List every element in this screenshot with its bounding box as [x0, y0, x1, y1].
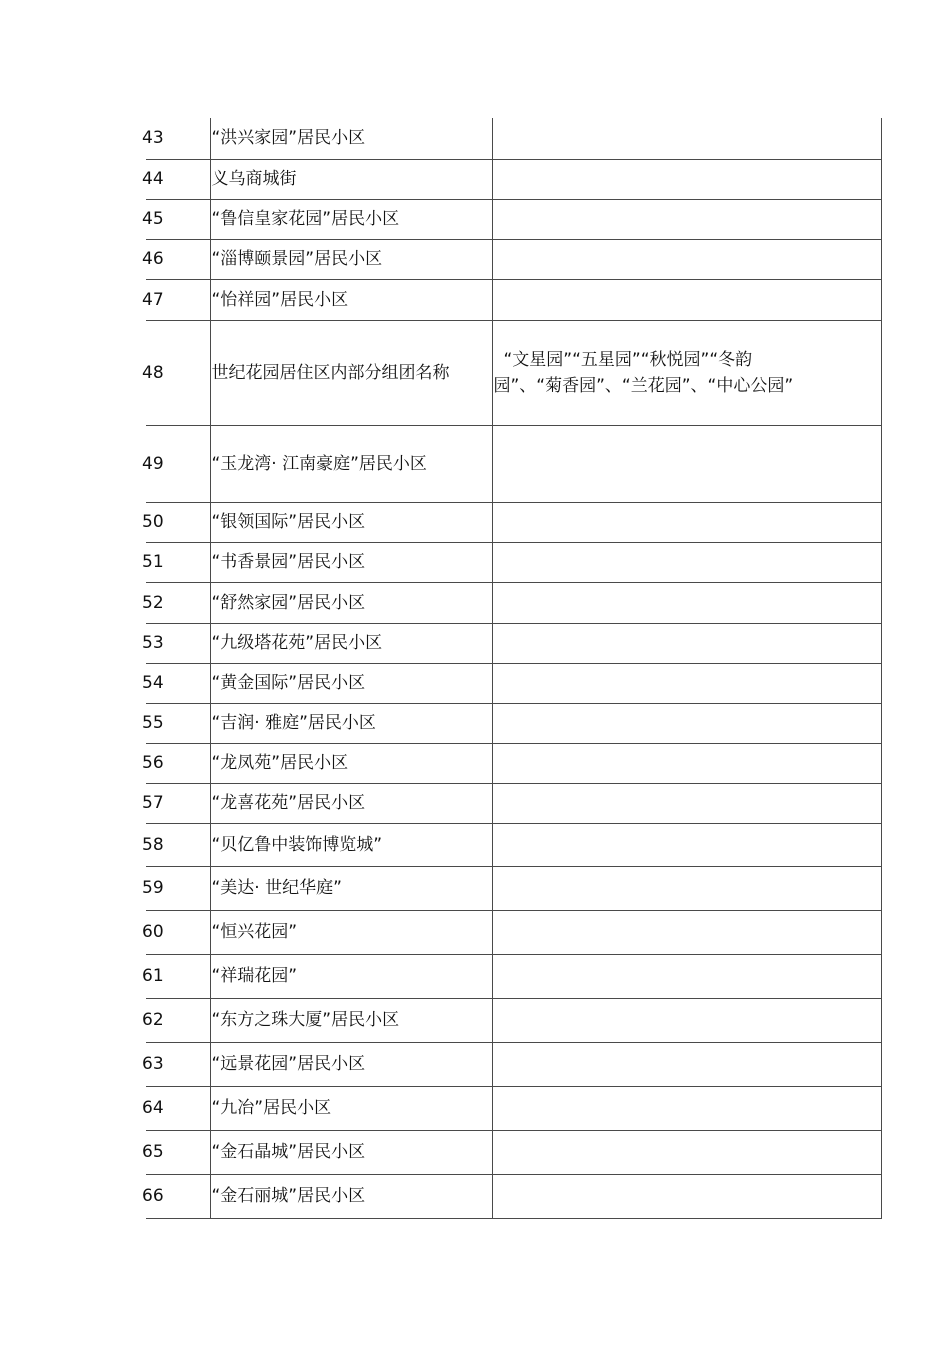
- row-name: “九冶”居民小区: [210, 1086, 492, 1130]
- table-row: [146, 910, 881, 954]
- row-name: “恒兴花园”: [210, 910, 492, 954]
- row-number: 50: [146, 502, 210, 542]
- note-line: 园”、“菊香园”、“兰花园”、“中心公园”: [493, 375, 794, 396]
- row-note: [492, 823, 881, 866]
- row-note: [492, 279, 881, 320]
- row-name: “贝亿鲁中装饰博览城”: [210, 823, 492, 866]
- table-row: [146, 743, 881, 783]
- table-row: [146, 159, 881, 199]
- row-name: “舒然家园”居民小区: [210, 582, 492, 623]
- row-number: 55: [146, 703, 210, 743]
- row-note: [492, 998, 881, 1042]
- row-number: 43: [146, 118, 210, 159]
- row-note: [492, 783, 881, 823]
- row-number: 53: [146, 623, 210, 663]
- row-number: 46: [146, 239, 210, 279]
- table-row: [146, 425, 881, 502]
- row-note: [492, 866, 881, 910]
- row-name: “龙凤苑”居民小区: [210, 743, 492, 783]
- table-row: [146, 1042, 881, 1086]
- row-number: 47: [146, 279, 210, 320]
- row-name: “银领国际”居民小区: [210, 502, 492, 542]
- row-number: 48: [146, 320, 210, 425]
- row-note: [492, 743, 881, 783]
- row-note: [492, 1174, 881, 1218]
- row-number: 62: [146, 998, 210, 1042]
- row-name: “金石晶城”居民小区: [210, 1130, 492, 1174]
- table-row: [146, 623, 881, 663]
- names-table-body: [142, 118, 881, 1218]
- row-number: 58: [146, 823, 210, 866]
- row-number: 63: [146, 1042, 210, 1086]
- row-note: [492, 582, 881, 623]
- row-note: [492, 703, 881, 743]
- row-note: [492, 239, 881, 279]
- table-row: [146, 239, 881, 279]
- row-number: 64: [146, 1086, 210, 1130]
- row-note: [492, 320, 881, 425]
- row-name: “龙喜花苑”居民小区: [210, 783, 492, 823]
- row-number: 65: [146, 1130, 210, 1174]
- table-row: [146, 199, 881, 239]
- row-note: [492, 1086, 881, 1130]
- row-note: [492, 1130, 881, 1174]
- row-name: “远景花园”居民小区: [210, 1042, 492, 1086]
- row-number: 54: [146, 663, 210, 703]
- row-number: 66: [146, 1174, 210, 1218]
- row-note: [492, 159, 881, 199]
- row-note: [492, 542, 881, 582]
- row-number: 57: [146, 783, 210, 823]
- row-note: [492, 623, 881, 663]
- row-note: [492, 1042, 881, 1086]
- note-line: “文星园”“五星园”“秋悦园”“冬韵: [503, 349, 753, 370]
- row-note: [492, 663, 881, 703]
- row-name: “金石丽城”居民小区: [210, 1174, 492, 1218]
- row-number: 49: [146, 425, 210, 502]
- table-row: [146, 502, 881, 542]
- names-table-container: [142, 118, 881, 1219]
- table-row: [146, 320, 881, 425]
- row-note: [492, 199, 881, 239]
- row-name: “怡祥园”居民小区: [210, 279, 492, 320]
- table-row: [146, 1086, 881, 1130]
- table-row: [146, 703, 881, 743]
- row-name: “九级塔花苑”居民小区: [210, 623, 492, 663]
- row-note: [492, 954, 881, 998]
- row-number: 44: [146, 159, 210, 199]
- row-name: “东方之珠大厦”居民小区: [210, 998, 492, 1042]
- table-row: [146, 954, 881, 998]
- row-note: [492, 910, 881, 954]
- table-row: [146, 1130, 881, 1174]
- table-row: [146, 542, 881, 582]
- row-name: “玉龙湾· 江南豪庭”居民小区: [210, 425, 492, 502]
- row-name: “书香景园”居民小区: [210, 542, 492, 582]
- row-name: “美达· 世纪华庭”: [210, 866, 492, 910]
- row-name: “吉润· 雅庭”居民小区: [210, 703, 492, 743]
- row-name: “淄博颐景园”居民小区: [210, 239, 492, 279]
- table-row: [146, 1174, 881, 1218]
- row-note: [492, 502, 881, 542]
- row-number: 60: [146, 910, 210, 954]
- table-row: [146, 783, 881, 823]
- row-name: “洪兴家园”居民小区: [210, 118, 492, 159]
- table-row: [146, 866, 881, 910]
- row-number: 56: [146, 743, 210, 783]
- row-number: 52: [146, 582, 210, 623]
- table-row: [146, 279, 881, 320]
- row-number: 51: [146, 542, 210, 582]
- row-name: “鲁信皇家花园”居民小区: [210, 199, 492, 239]
- row-name: “黄金国际”居民小区: [210, 663, 492, 703]
- table-row: [146, 582, 881, 623]
- table-row: [146, 998, 881, 1042]
- row-note: [492, 425, 881, 502]
- row-name: 义乌商城街: [210, 159, 492, 199]
- table-row: [146, 663, 881, 703]
- names-table: [142, 118, 882, 1219]
- row-name: “祥瑞花园”: [210, 954, 492, 998]
- row-number: 61: [146, 954, 210, 998]
- row-name: 世纪花园居住区内部分组团名称: [210, 320, 492, 425]
- row-number: 45: [146, 199, 210, 239]
- table-row: [146, 118, 881, 159]
- row-number: 59: [146, 866, 210, 910]
- row-note: [492, 118, 881, 159]
- table-row: [146, 823, 881, 866]
